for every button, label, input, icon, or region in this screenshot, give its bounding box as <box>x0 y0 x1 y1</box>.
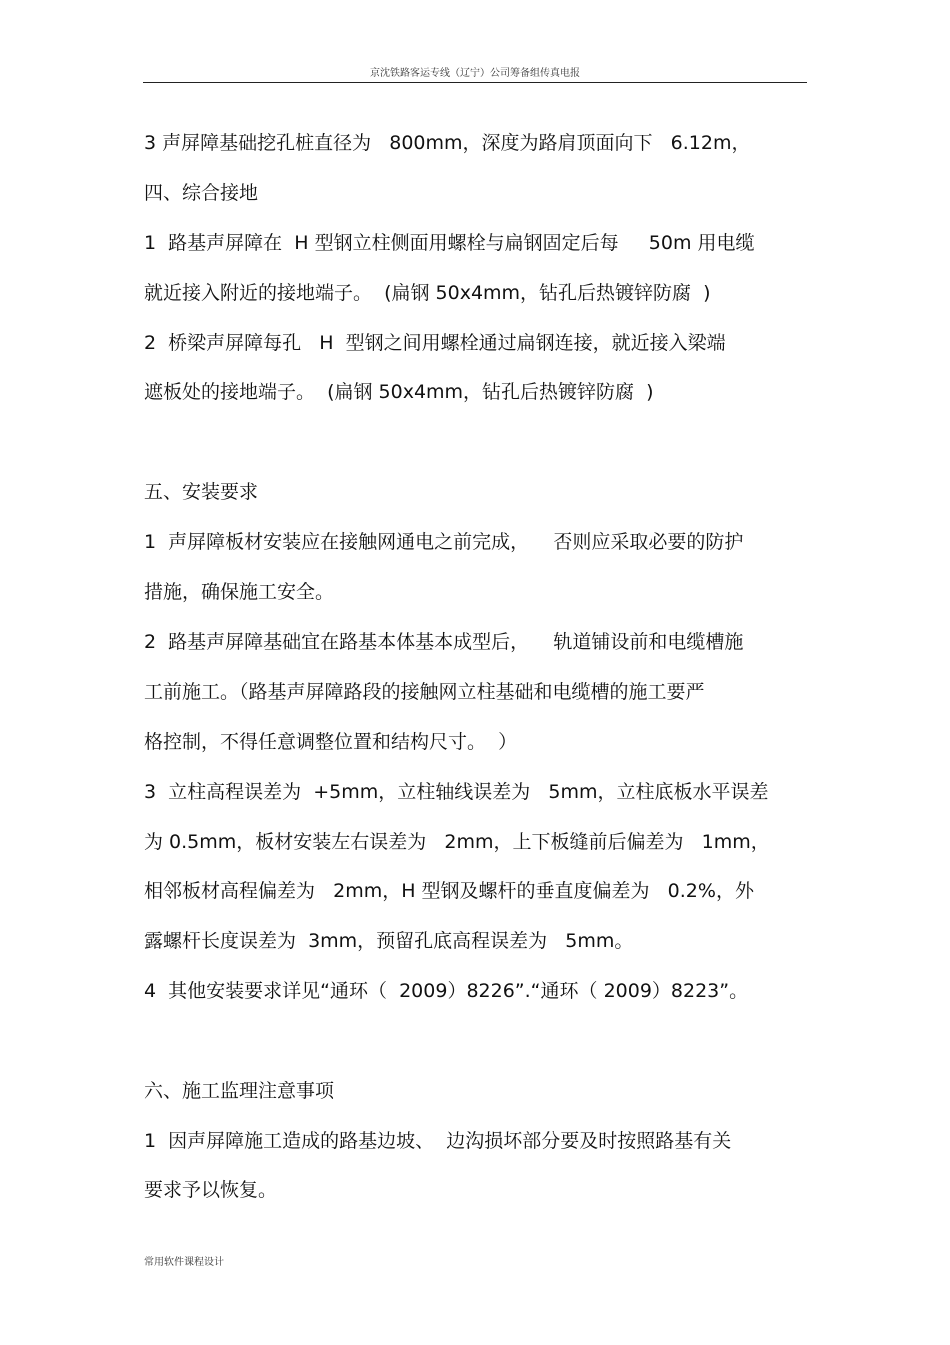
text-line: 相邻板材高程偏差为 2mm，H 型钢及螺杆的垂直度偏差为 0.2%，外 <box>144 880 754 902</box>
text-line: 4 其他安装要求详见“通环（ 2009）8226”.“通环（ 2009）8223”。 <box>144 980 749 1002</box>
text-line: 为 0.5mm，板材安装左右误差为 2mm，上下板缝前后偏差为 1mm， <box>144 831 770 853</box>
text-line: 就近接入附近的接地端子。 (扁钢 50x4mm，钻孔后热镀锌防腐 ) <box>144 282 711 304</box>
page-header: 京沈铁路客运专线（辽宁）公司筹备组传真电报 <box>370 68 580 79</box>
text-line: 措施，确保施工安全。 <box>144 581 335 603</box>
text-line: 格控制，不得任意调整位置和结构尺寸。 ） <box>144 731 518 753</box>
text-line: 1 路基声屏障在 H 型钢立柱侧面用螺栓与扁钢固定后每 50m 用电缆 <box>144 232 755 254</box>
section-heading: 五、安装要求 <box>144 481 259 503</box>
text-line: 1 因声屏障施工造成的路基边坡、 边沟损坏部分要及时按照路基有关 <box>144 1130 732 1152</box>
text-line: 要求予以恢复。 <box>144 1179 278 1201</box>
text-line: 工前施工。（路基声屏障路段的接触网立柱基础和电缆槽的施工要严 <box>144 681 705 703</box>
page-footer: 常用软件课程设计 <box>144 1257 224 1268</box>
section-heading: 四、综合接地 <box>144 182 259 204</box>
text-line: 遮板处的接地端子。 (扁钢 50x4mm，钻孔后热镀锌防腐 ) <box>144 381 654 403</box>
text-line: 2 路基声屏障基础宜在路基本体基本成型后， 轨道铺设前和电缆槽施 <box>144 631 744 653</box>
text-line: 3 立柱高程误差为 +5mm，立柱轴线误差为 5mm，立柱底板水平误差 <box>144 781 769 803</box>
header-rule <box>143 82 807 83</box>
text-line: 露螺杆长度误差为 3mm，预留孔底高程误差为 5mm。 <box>144 930 634 952</box>
section-heading: 六、施工监理注意事项 <box>144 1080 335 1102</box>
text-line: 1 声屏障板材安装应在接触网通电之前完成， 否则应采取必要的防护 <box>144 531 744 553</box>
text-line: 3 声屏障基础挖孔桩直径为 800mm，深度为路肩顶面向下 6.12m， <box>144 132 751 154</box>
text-line: 2 桥梁声屏障每孔 H 型钢之间用螺栓通过扁钢连接，就近接入梁端 <box>144 332 726 354</box>
